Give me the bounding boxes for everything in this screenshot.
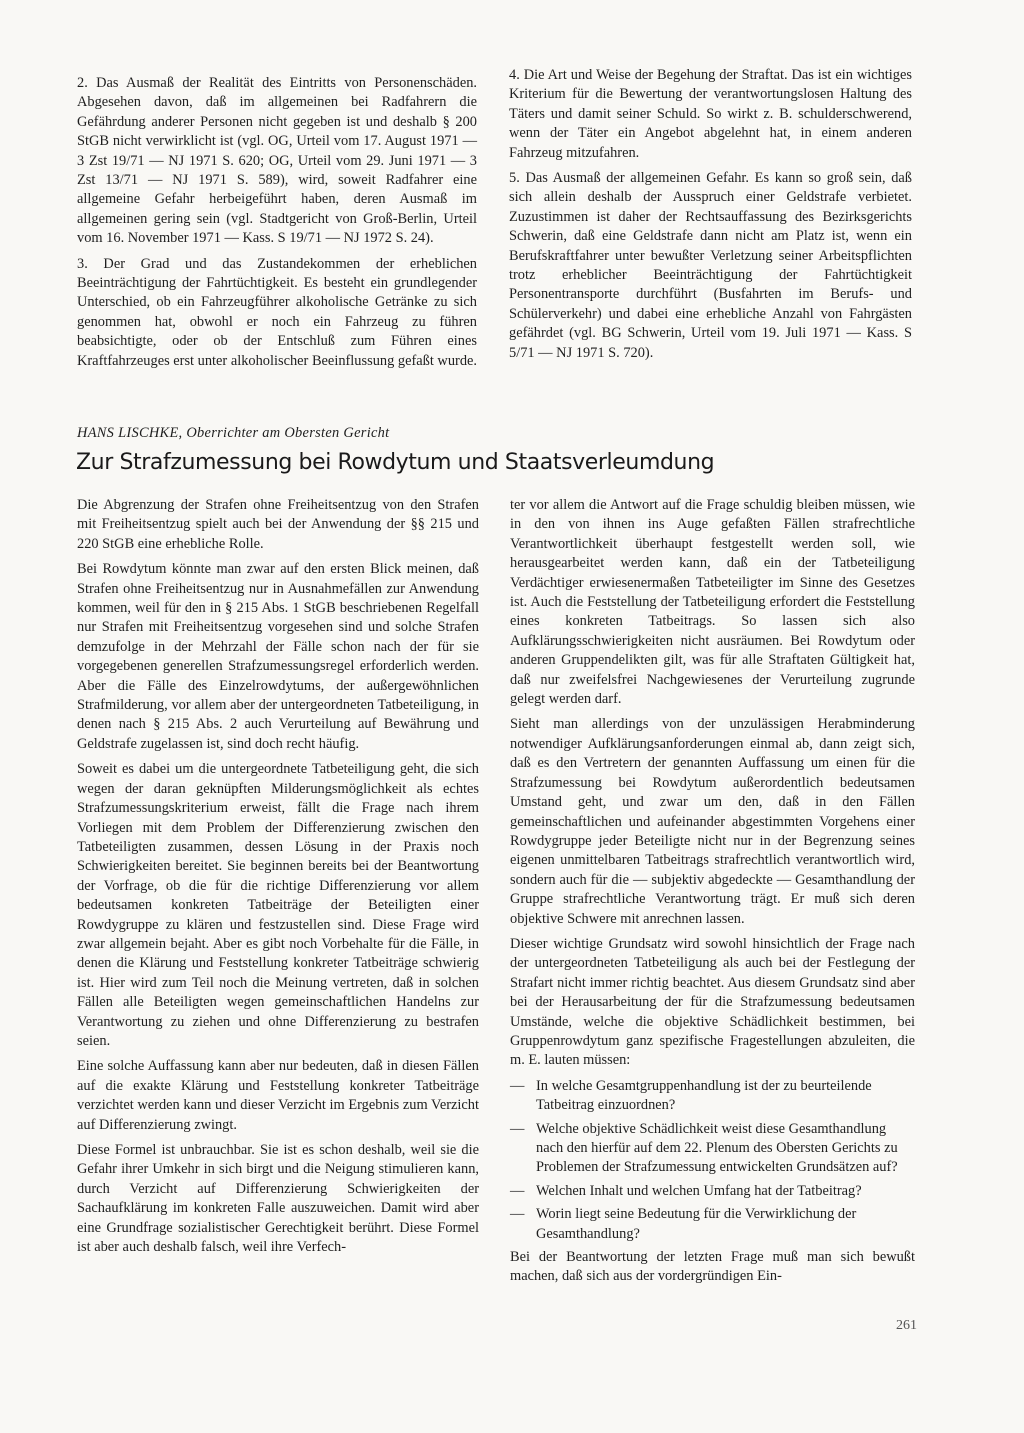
question-text: Welchen Inhalt und welchen Umfang hat der Tatbeitrag?: [536, 1182, 862, 1199]
paragraph: 2. Das Ausmaß der Realität des Eintritts von Personenschäden. Abgesehen davon, daß im allgemeinen bei Radfahrern die Gefährdung anderer Personen nicht gegeben ist und deshalb § 200 StGB nicht verwirklicht ist (vgl. OG, Urteil vom 17. August 1971 — 3 Zst 19/71 — NJ 1971 S. 620; OG, Urteil vom 29. Juni 1971 — 3 Zst 13/71 — NJ 1971 S. 589), wird, soweit Radfahrer eine allgemeine Gefahr herbeigeführt haben, deren Ausmaß im allgemeinen gering sein (vgl. Stadtgericht von Groß-Berlin, Urteil vom 16. November 1971 — Kass. S 19/71 — NJ 1972 S. 24).: [77, 75, 477, 247]
dash-marker: —: [510, 1206, 525, 1223]
article-right-column: [510, 496, 915, 1293]
paragraph: Diese Formel ist unbrauchbar. Sie ist es schon deshalb, weil sie die Gefahr ihrer Umkehr in sich birgt und die Neigung stimulieren kann, durch Verzicht auf Differenzierung Schwierigkeiten der Sachaufklärung im konkreten Falle auszuweichen. Damit wird aber eine Grundfrage sozialistischer Gerechtigkeit berührt. Diese Formel ist aber auch deshalb falsch, weil ihre Verfech-: [77, 1142, 479, 1256]
author-byline: HANS LISCHKE, Oberrichter am Obersten Gericht: [77, 425, 390, 441]
paragraph: 3. Der Grad und das Zustandekommen der erheblichen Beeinträchtigung der Fahrtüchtigkeit. Es besteht ein grundlegender Unterschied, ob ein Fahrzeugführer alkoholische Getränke zu sich genommen hat, obwohl er noch ein Fahrzeug zu führen beabsichtigte, oder ob der Entschluß zum Führen eines Kraftfahrzeuges erst unter alkoholischer Beeinflussung gefaßt wurde.: [77, 255, 477, 369]
dash-marker: —: [510, 1182, 525, 1199]
question-item: [510, 1182, 915, 1201]
paragraph: Dieser wichtige Grundsatz wird sowohl hinsichtlich der Frage nach der untergeordneten Tatbeteiligung als auch bei der Festlegung der Strafart nicht immer richtig beachtet. Aus diesem Grundsatz sind aber bei der Herausarbeitung der für die Strafzumessung bedeutsamen Umstände, welche die objektive Schädlichkeit bestimmen, bei Gruppenrowdytum ganz spezifische Fragestellungen abzuleiten, die m. E. lauten müssen:: [510, 935, 915, 1069]
paragraph: Eine solche Auffassung kann aber nur bedeuten, daß in diesen Fällen auf die exakte Klärung und Feststellung konkreter Tatbeiträge verzichtet werden kann und dieser Verzicht im Ergebnis zum Verzicht auf Differenzierung zwingt.: [77, 1058, 479, 1133]
article-left-column: [77, 496, 479, 1263]
dash-marker: —: [510, 1120, 525, 1137]
paragraph: Soweit es dabei um die untergeordnete Tatbeteiligung geht, die sich wegen der daran geknüpften Milderungsmöglichkeit als echtes Strafzumessungskriterium erweist, fällt die Frage nach ihrem Vorliegen mit dem Problem der Differenzierung zwischen den Tatbeteiligten zusammen, dessen Lösung in der Praxis noch Schwierigkeiten bereitet. Sie beginnen bereits bei der Beantwortung der Vorfrage, ob die für die richtige Differenzierung vor allem bedeutsamen konkreten Tatbeiträge der Beteiligten einer Rowdygruppe zu klären und festzustellen sind. Diese Frage wird zwar allgemein bejaht. Aber es gibt noch Vorbehalte für die Fälle, in denen die Klärung und Feststellung konkreter Tatbeiträge schwierig ist. Hier wird zum Teil noch die Meinung vertreten, daß in solchen Fällen alle Beteiligten wegen gemeinschaftlichen Handelns zur Verantwortung zu ziehen und ohne Differenzierung zu bestrafen seien.: [77, 761, 479, 1049]
top-left-column: [77, 74, 477, 377]
top-right-column: [509, 66, 912, 369]
paragraph: Die Abgrenzung der Strafen ohne Freiheitsentzug von den Strafen mit Freiheitsentzug spielt auch bei der Anwendung der §§ 215 und 220 StGB eine erhebliche Rolle.: [77, 497, 479, 552]
paragraph: ter vor allem die Antwort auf die Frage schuldig bleiben müssen, wie in den von ihnen ins Auge gefaßten Fällen strafrechtliche Verantwortlichkeit überhaupt festgestellt werden soll, wie herausgearbeitet werden kann, daß ein der Tatbeteiligung Verdächtiger erwiesenermaßen Tatbeteiligter im Sinne des Gesetzes ist. Auch die Feststellung der Tatbeteiligung erfordert die Feststellung eines konkreten Tatbeitrags. So lassen sich also Aufklärungsschwierigkeiten nicht ausräumen. Bei Rowdytum oder anderen Gruppendelikten gilt, was für alle Straftaten Gültigkeit hat, daß nur zweifelsfrei Nachgewiesenes der Verurteilung zugrunde gelegt werden darf.: [510, 497, 915, 708]
question-item: [510, 1077, 915, 1116]
paragraph: Sieht man allerdings von der unzulässigen Herabminderung notwendiger Aufklärungsanforderungen einmal ab, dann zeigt sich, daß es den Vertretern der genannten Auffassung um einen für die Strafzumessung bei Rowdytum außerordentlich bedeutsamen Umstand geht, und zwar um den, daß in den Fällen gemeinschaftlichen und aufeinander abgestimmten Vorgehens einer Rowdygruppe jeder Beteiligte nicht nur in der Begrenzung seines eigenen unmittelbaren Tatbeitrags strafrechtlich verantwortlich wird, sondern auch für die — subjektiv abgedeckte — Gesamthandlung der Gruppe strafrechtliche Verantwortung trägt. Er muß sich deren objektive Schwere mit anrechnen lassen.: [510, 716, 915, 927]
question-text: Welche objektive Schädlichkeit weist diese Gesamthandlung nach den hierfür auf dem 22. Plenum des Obersten Gerichts zu Problemen der Strafzumessung entwickelten Grundsätzen auf?: [536, 1120, 898, 1176]
paragraph: 5. Das Ausmaß der allgemeinen Gefahr. Es kann so groß sein, daß sich allein deshalb der Ausspruch einer Geldstrafe verbietet. Zuzustimmen ist daher der Rechtsauffassung des Bezirksgerichts Schwerin, daß eine Geldstrafe dann nicht am Platz ist, wenn ein Berufskraftfahrer unter bewußter Verletzung seiner Arbeitspflichten trotz erheblicher Beeinträchtigung der Fahrtüchtigkeit Personentransporte durchführt (Busfahrten im Berufs- und Schülerverkehr) und dabei eine erhebliche Anzahl von Fahrgästen gefährdet (vgl. BG Schwerin, Urteil vom 19. Juli 1971 — Kass. S 5/71 — NJ 1971 S. 720).: [509, 170, 912, 361]
question-text: In welche Gesamtgruppenhandlung ist der zu beurteilende Tatbeitrag einzuordnen?: [536, 1077, 872, 1114]
question-item: [510, 1120, 915, 1178]
question-text: Worin liegt seine Bedeutung für die Verwirklichung der Gesamthandlung?: [536, 1206, 857, 1242]
paragraph: Bei der Beantwortung der letzten Frage muß man sich bewußt machen, daß sich aus der vordergründigen Ein-: [510, 1249, 915, 1285]
paragraph: Bei Rowdytum könnte man zwar auf den ersten Blick meinen, daß Strafen ohne Freiheitsentzug nur in Ausnahmefällen zur Anwendung kommen, weil für den in § 215 Abs. 1 StGB beschriebenen Regelfall nur Strafen mit Freiheitsentzug vorgesehen sind und solche Strafen demzufolge in der Mehrzahl der Fälle schon nach der für sie vorgegebenen generellen Strafzumessungsregel erforderlich werden. Aber die Fälle des Einzelrowdytums, der außergewöhnlichen Strafmilderung, vor allem aber der untergeordneten Tatbeteiligung, in denen nach § 215 Abs. 2 auch Verurteilung auf Bewährung und Geldstrafe zugelassen ist, sind doch recht häufig.: [77, 561, 479, 752]
article-title: Zur Strafzumessung bei Rowdytum und Staatsverleumdung: [76, 450, 715, 475]
dash-marker: —: [510, 1077, 525, 1094]
question-item: [510, 1205, 915, 1244]
paragraph: 4. Die Art und Weise der Begehung der Straftat. Das ist ein wichtiges Kriterium für die Bewertung der verantwortungslosen Haltung des Täters und damit seiner Schuld. So wirkt z. B. schulderschwerend, wenn der Täter ein Angebot abgelehnt hat, in einem anderen Fahrzeug mitzufahren.: [509, 67, 912, 161]
page-number: 261: [896, 1318, 917, 1333]
